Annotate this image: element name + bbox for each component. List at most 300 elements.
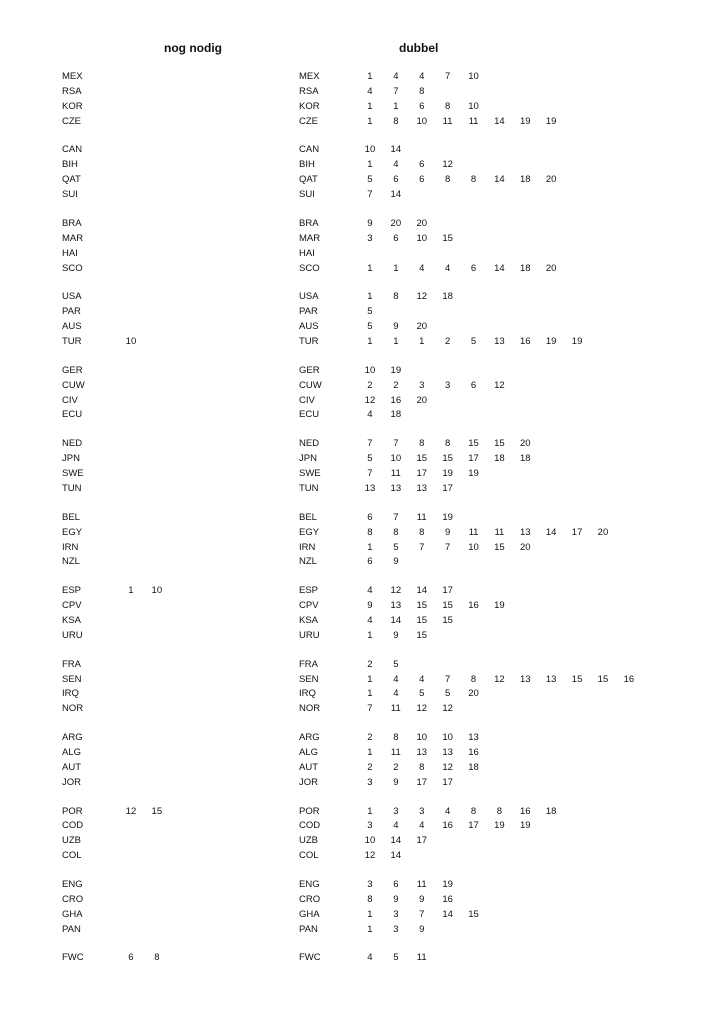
double-number: 2 xyxy=(367,761,373,773)
double-numbers xyxy=(357,85,435,100)
double-number: 11 xyxy=(494,526,505,538)
double-number: 4 xyxy=(419,71,425,82)
team-code-needed: AUT xyxy=(62,761,81,773)
double-number: 3 xyxy=(367,232,373,244)
team-code-needed: IRN xyxy=(62,541,79,553)
double-number: 18 xyxy=(545,805,557,817)
double-number: 4 xyxy=(419,262,425,274)
double-number: 9 xyxy=(419,923,425,935)
double-number: 12 xyxy=(494,379,505,391)
team-code-double: ENG xyxy=(299,878,320,890)
double-number: 8 xyxy=(419,761,425,773)
double-number: 6 xyxy=(419,159,425,171)
table-row xyxy=(0,232,723,247)
double-number: 11 xyxy=(416,952,427,964)
team-code-double: BIH xyxy=(299,159,315,171)
team-code-double: AUS xyxy=(299,321,319,333)
needed-numbers xyxy=(118,584,170,599)
double-number: 8 xyxy=(419,438,425,450)
double-numbers xyxy=(357,305,383,320)
table-row xyxy=(0,262,723,277)
double-number: 5 xyxy=(367,174,373,186)
double-number: 19 xyxy=(442,468,453,480)
team-code-double: URU xyxy=(299,629,320,641)
double-number: 8 xyxy=(470,805,477,817)
double-number: 13 xyxy=(416,746,428,758)
double-number: 7 xyxy=(393,511,399,523)
double-number: 2 xyxy=(393,379,399,391)
double-number: 1 xyxy=(393,336,399,348)
double-number: 5 xyxy=(393,658,399,670)
double-number: 1 xyxy=(367,908,373,920)
team-code-double: IRQ xyxy=(299,688,316,700)
double-number: 13 xyxy=(416,482,428,494)
double-number: 6 xyxy=(419,174,425,186)
team-group xyxy=(0,217,723,277)
double-number: 1 xyxy=(367,159,373,171)
team-code-needed: JOR xyxy=(62,776,81,788)
team-group xyxy=(0,290,723,350)
double-numbers xyxy=(357,673,642,688)
double-number: 4 xyxy=(393,71,399,82)
table-row xyxy=(0,511,723,526)
team-code-needed: ALG xyxy=(62,746,82,758)
double-number: 1 xyxy=(367,746,373,758)
double-number: 12 xyxy=(442,703,453,715)
double-number: 12 xyxy=(416,291,428,303)
double-number: 1 xyxy=(367,923,373,935)
double-number: 11 xyxy=(416,511,427,523)
team-code-needed: CIV xyxy=(62,394,78,406)
double-number: 14 xyxy=(416,585,428,597)
double-number: 4 xyxy=(367,952,373,964)
double-number: 1 xyxy=(367,805,373,817)
needed-numbers xyxy=(118,805,170,820)
team-code-double: CIV xyxy=(299,394,315,406)
team-code-double: QAT xyxy=(299,174,318,186)
team-code-needed: SWE xyxy=(62,468,84,480)
team-code-double: BRA xyxy=(299,217,319,229)
double-number: 7 xyxy=(393,85,399,97)
team-code-needed: JPN xyxy=(62,453,80,465)
double-number: 1 xyxy=(393,262,399,274)
double-number: 7 xyxy=(444,71,451,82)
double-number: 9 xyxy=(444,526,451,538)
double-number: 1 xyxy=(367,100,373,112)
needed-number: 12 xyxy=(125,805,137,817)
double-number: 3 xyxy=(367,820,373,832)
team-code-needed: PAR xyxy=(62,306,81,318)
team-code-needed: GER xyxy=(62,364,83,376)
double-number: 11 xyxy=(468,115,479,127)
double-number: 17 xyxy=(416,776,428,788)
double-number: 1 xyxy=(367,688,373,700)
double-number: 8 xyxy=(470,673,477,685)
table-row xyxy=(0,908,723,923)
needed-number: 10 xyxy=(125,336,137,348)
table-row xyxy=(0,247,723,262)
table-row xyxy=(0,614,723,629)
double-number: 6 xyxy=(393,878,399,890)
double-number: 8 xyxy=(419,85,425,97)
double-numbers xyxy=(357,614,461,629)
double-number: 16 xyxy=(390,394,402,406)
double-number: 14 xyxy=(494,262,505,274)
double-numbers xyxy=(357,923,435,938)
double-number: 18 xyxy=(390,409,402,421)
team-group xyxy=(0,437,723,497)
team-code-double: TUR xyxy=(299,336,319,348)
double-number: 9 xyxy=(393,893,399,905)
team-code-double: AUT xyxy=(299,761,318,773)
table-row xyxy=(0,320,723,335)
table-row xyxy=(0,761,723,776)
double-number: 15 xyxy=(416,614,428,626)
table-row xyxy=(0,452,723,467)
team-code-needed: CUW xyxy=(62,379,85,391)
team-group xyxy=(0,584,723,644)
table-row xyxy=(0,673,723,688)
team-code-needed: BEL xyxy=(62,511,80,523)
double-number: 11 xyxy=(390,746,401,758)
team-code-needed: GHA xyxy=(62,908,83,920)
double-number: 4 xyxy=(367,614,373,626)
double-number: 9 xyxy=(419,893,425,905)
double-number: 19 xyxy=(520,115,531,127)
double-number: 4 xyxy=(444,262,451,274)
team-code-double: ARG xyxy=(299,732,320,744)
double-number: 3 xyxy=(419,379,425,391)
double-number: 18 xyxy=(520,262,531,274)
table-row xyxy=(0,379,723,394)
team-code-needed: ARG xyxy=(62,732,83,744)
team-code-double: MAR xyxy=(299,232,321,244)
table-row xyxy=(0,599,723,614)
double-number: 11 xyxy=(468,526,479,538)
double-numbers xyxy=(357,115,564,130)
double-numbers xyxy=(357,467,486,482)
double-number: 1 xyxy=(367,673,373,685)
double-number: 6 xyxy=(367,511,373,523)
team-code-double: FWC xyxy=(299,952,321,964)
team-code-double: KSA xyxy=(299,614,319,626)
double-number: 4 xyxy=(419,673,425,685)
double-numbers xyxy=(357,687,486,702)
double-number: 17 xyxy=(416,835,428,847)
double-number: 15 xyxy=(442,600,453,612)
table-row xyxy=(0,115,723,130)
team-code-needed: USA xyxy=(62,291,82,303)
double-number: 8 xyxy=(393,732,399,744)
double-number: 19 xyxy=(442,511,453,523)
team-code-double: KOR xyxy=(299,100,320,112)
table-row xyxy=(0,482,723,497)
double-number: 9 xyxy=(367,217,373,229)
double-number: 19 xyxy=(571,336,583,348)
double-number: 19 xyxy=(494,820,505,832)
double-number: 8 xyxy=(367,893,373,905)
sticker-table xyxy=(0,70,723,980)
double-number: 10 xyxy=(364,364,376,376)
table-row xyxy=(0,584,723,599)
double-number: 14 xyxy=(442,908,453,920)
double-numbers xyxy=(357,452,538,467)
double-numbers xyxy=(357,658,409,673)
double-number: 12 xyxy=(442,761,453,773)
table-row xyxy=(0,173,723,188)
double-number: 7 xyxy=(444,673,451,685)
team-code-double: SCO xyxy=(299,262,320,274)
team-group xyxy=(0,70,723,130)
double-number: 10 xyxy=(364,835,376,847)
double-number: 16 xyxy=(442,820,453,832)
team-code-double: USA xyxy=(299,291,319,303)
double-numbers xyxy=(357,834,435,849)
needed-numbers xyxy=(118,951,170,966)
double-number: 14 xyxy=(494,115,505,127)
team-code-needed: NED xyxy=(62,438,83,450)
table-row xyxy=(0,85,723,100)
double-number: 19 xyxy=(494,600,505,612)
double-number: 10 xyxy=(364,144,376,156)
double-number: 8 xyxy=(393,115,399,127)
double-number: 8 xyxy=(470,174,477,186)
double-number: 1 xyxy=(367,541,373,553)
double-number: 6 xyxy=(470,262,477,274)
double-number: 15 xyxy=(416,453,428,465)
double-number: 6 xyxy=(419,100,425,112)
team-code-double: HAI xyxy=(299,247,315,259)
double-numbers xyxy=(357,262,564,277)
team-code-double: RSA xyxy=(299,85,319,97)
double-number: 16 xyxy=(623,673,635,685)
team-code-double: ESP xyxy=(299,585,319,597)
double-number: 1 xyxy=(393,100,399,112)
double-number: 15 xyxy=(571,673,583,685)
double-numbers xyxy=(357,379,512,394)
double-numbers xyxy=(357,805,564,820)
team-code-double: UZB xyxy=(299,835,318,847)
table-row xyxy=(0,335,723,350)
double-number: 16 xyxy=(468,600,479,612)
double-number: 8 xyxy=(444,100,451,112)
team-code-needed: FRA xyxy=(62,658,81,670)
double-numbers xyxy=(357,70,486,85)
double-number: 1 xyxy=(419,336,425,348)
double-number: 5 xyxy=(367,321,373,333)
team-code-needed: RSA xyxy=(62,85,82,97)
double-number: 17 xyxy=(571,526,583,538)
double-number: 13 xyxy=(468,732,479,744)
double-number: 7 xyxy=(367,189,373,201)
needed-column-header: nog nodig xyxy=(164,41,222,55)
double-number: 16 xyxy=(442,893,453,905)
team-code-needed: ECU xyxy=(62,409,83,421)
double-number: 18 xyxy=(520,453,531,465)
double-number: 17 xyxy=(416,468,428,480)
double-number: 9 xyxy=(393,321,399,333)
double-number: 5 xyxy=(444,688,451,700)
team-code-double: PAN xyxy=(299,923,318,935)
team-code-double: EGY xyxy=(299,526,320,538)
table-row xyxy=(0,878,723,893)
team-code-needed: MEX xyxy=(62,71,83,82)
double-numbers xyxy=(357,541,538,556)
double-number: 8 xyxy=(444,438,451,450)
double-numbers xyxy=(357,761,486,776)
table-row xyxy=(0,70,723,85)
double-number: 20 xyxy=(416,217,428,229)
double-number: 2 xyxy=(444,336,451,348)
table-row xyxy=(0,951,723,966)
double-number: 20 xyxy=(597,526,609,538)
team-code-double: POR xyxy=(299,805,320,817)
needed-number: 8 xyxy=(154,952,160,964)
team-group xyxy=(0,878,723,938)
team-group xyxy=(0,143,723,203)
double-number: 5 xyxy=(393,541,399,553)
double-number: 8 xyxy=(367,526,373,538)
table-row xyxy=(0,467,723,482)
double-number: 15 xyxy=(416,600,428,612)
double-number: 11 xyxy=(442,115,453,127)
team-code-needed: EGY xyxy=(62,526,83,538)
team-code-needed: MAR xyxy=(62,232,84,244)
double-number: 11 xyxy=(390,703,401,715)
double-numbers xyxy=(357,819,538,834)
team-code-double: CAN xyxy=(299,144,320,156)
team-code-double: GHA xyxy=(299,908,320,920)
double-number: 3 xyxy=(444,379,451,391)
double-numbers xyxy=(357,320,435,335)
double-numbers xyxy=(357,188,409,203)
double-number: 13 xyxy=(442,746,453,758)
double-number: 15 xyxy=(416,629,428,641)
table-row xyxy=(0,290,723,305)
needed-numbers xyxy=(118,335,144,350)
table-row xyxy=(0,100,723,115)
double-number: 10 xyxy=(416,732,428,744)
double-number: 14 xyxy=(390,835,402,847)
table-row xyxy=(0,731,723,746)
double-numbers xyxy=(357,599,512,614)
team-code-needed: SEN xyxy=(62,673,82,685)
double-number: 14 xyxy=(494,174,505,186)
double-number: 19 xyxy=(545,336,557,348)
table-row xyxy=(0,687,723,702)
double-number: 7 xyxy=(393,438,399,450)
double-number: 2 xyxy=(367,732,373,744)
double-number: 17 xyxy=(442,482,453,494)
double-number: 20 xyxy=(520,438,531,450)
double-number: 14 xyxy=(390,189,402,201)
double-number: 10 xyxy=(390,453,402,465)
table-row xyxy=(0,408,723,423)
team-code-double: JPN xyxy=(299,453,317,465)
double-numbers xyxy=(357,526,616,541)
double-number: 6 xyxy=(393,174,399,186)
double-number: 3 xyxy=(367,776,373,788)
double-number: 12 xyxy=(364,850,376,862)
double-number: 17 xyxy=(468,453,479,465)
double-number: 15 xyxy=(468,438,479,450)
double-number: 19 xyxy=(520,820,531,832)
team-group xyxy=(0,364,723,424)
team-code-double: SEN xyxy=(299,673,319,685)
double-numbers xyxy=(357,394,435,409)
needed-number: 6 xyxy=(128,952,134,964)
team-code-needed: QAT xyxy=(62,174,81,186)
double-number: 18 xyxy=(442,291,453,303)
double-numbers xyxy=(357,746,486,761)
team-code-double: COL xyxy=(299,850,319,862)
double-number: 7 xyxy=(419,908,425,920)
double-numbers xyxy=(357,173,564,188)
team-code-double: GER xyxy=(299,364,320,376)
double-number: 20 xyxy=(390,217,402,229)
team-code-needed: SUI xyxy=(62,189,78,201)
team-code-double: TUN xyxy=(299,482,319,494)
table-row xyxy=(0,819,723,834)
double-numbers xyxy=(357,290,461,305)
team-code-needed: URU xyxy=(62,629,83,641)
table-row xyxy=(0,158,723,173)
table-row xyxy=(0,217,723,232)
double-number: 13 xyxy=(545,673,557,685)
team-code-needed: ESP xyxy=(62,585,82,597)
double-number: 11 xyxy=(390,468,401,480)
team-code-double: BEL xyxy=(299,511,317,523)
table-row xyxy=(0,541,723,556)
double-number: 13 xyxy=(494,336,505,348)
table-row xyxy=(0,188,723,203)
double-numbers xyxy=(357,335,590,350)
team-code-needed: CRO xyxy=(62,893,84,905)
table-row xyxy=(0,555,723,570)
table-row xyxy=(0,776,723,791)
double-number: 15 xyxy=(442,453,453,465)
double-number: 8 xyxy=(496,805,503,817)
double-number: 4 xyxy=(393,688,399,700)
double-number: 14 xyxy=(390,850,402,862)
double-number: 2 xyxy=(367,658,373,670)
team-code-needed: TUR xyxy=(62,336,82,348)
double-number: 16 xyxy=(520,336,531,348)
table-row xyxy=(0,893,723,908)
double-number: 20 xyxy=(545,174,557,186)
double-number: 6 xyxy=(367,556,373,568)
team-code-double: COD xyxy=(299,820,321,832)
double-number: 19 xyxy=(468,468,479,480)
double-number: 5 xyxy=(367,306,373,318)
double-number: 11 xyxy=(416,878,427,890)
double-number: 3 xyxy=(367,878,373,890)
double-numbers xyxy=(357,511,461,526)
team-code-needed: SCO xyxy=(62,262,83,274)
team-code-needed: BRA xyxy=(62,217,82,229)
double-number: 15 xyxy=(597,673,609,685)
double-number: 17 xyxy=(468,820,479,832)
double-number: 15 xyxy=(442,232,453,244)
team-group xyxy=(0,951,723,966)
team-code-needed: IRQ xyxy=(62,688,79,700)
team-group xyxy=(0,731,723,791)
team-code-double: ALG xyxy=(299,746,319,758)
team-code-needed: ENG xyxy=(62,878,83,890)
double-column-header: dubbel xyxy=(399,41,439,55)
double-number: 4 xyxy=(367,585,373,597)
team-code-needed: KSA xyxy=(62,614,82,626)
